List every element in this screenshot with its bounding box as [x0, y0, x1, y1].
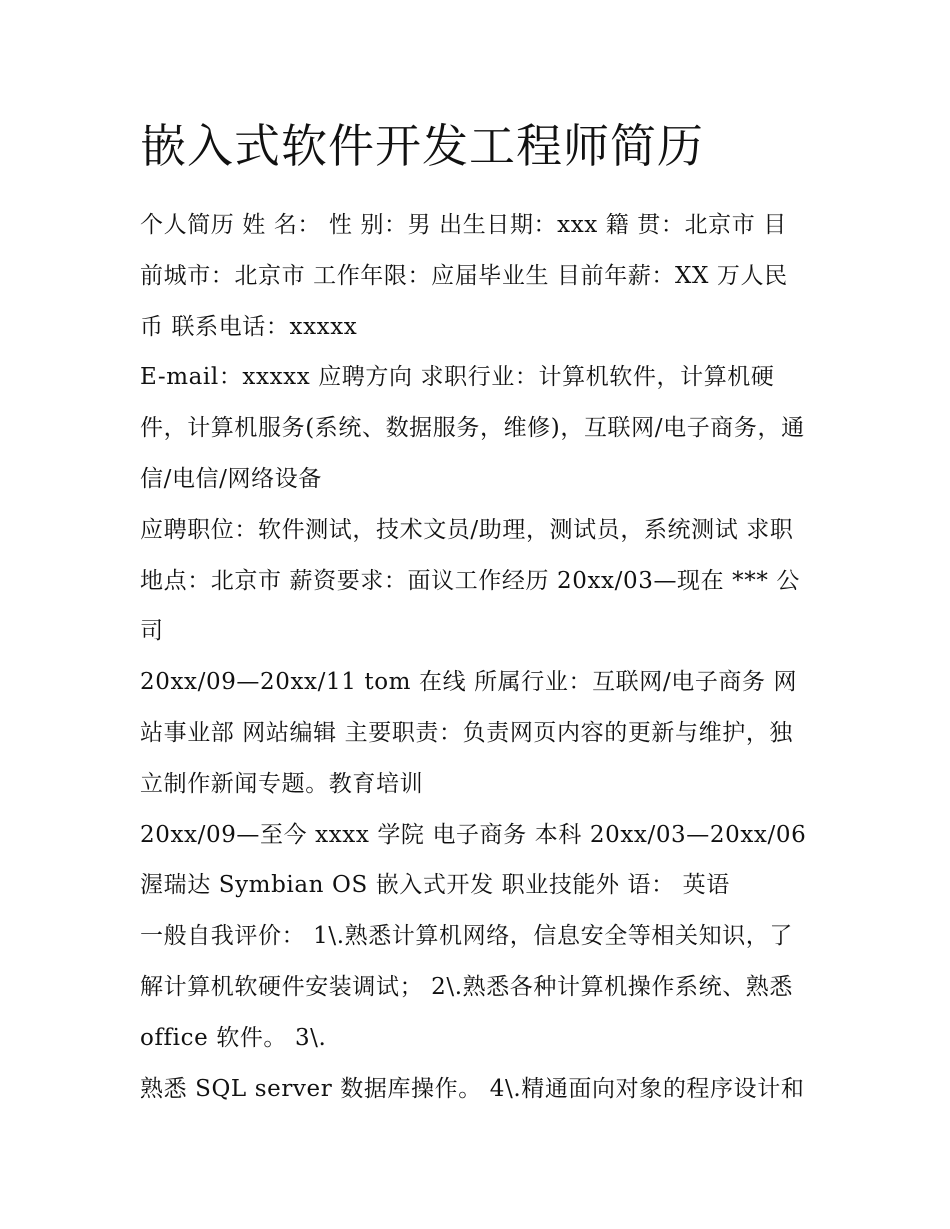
paragraph-position-location: 应聘职位：软件测试，技术文员/助理，测试员，系统测试 求职地点：北京市 薪资要求：面议工作经历 20xx/03—现在 *** 公司: [140, 516, 800, 645]
paragraph-education: 20xx/09—至今 xxxx 学院 电子商务 本科 20xx/03—20xx/06 渥瑞达 Symbian OS 嵌入式开发 职业技能外 语： 英语: [140, 821, 807, 899]
paragraph-job-intent: E-mail：xxxxx 应聘方向 求职行业：计算机软件，计算机硬件，计算机服务(系统、数据服务，维修)，互联网/电子商务，通信/电信/网络设备: [140, 364, 805, 492]
paragraph-personal-info: 个人简历 姓 名： 性 别：男 出生日期：xxx 籍 贯：北京市 目前城市：北京市 工作年限：应届毕业生 目前年薪：XX 万人民币 联系电话：xxxxx: [140, 212, 788, 340]
paragraph-self-evaluation: 一般自我评价： 1\.熟悉计算机网络，信息安全等相关知识，了解计算机软硬件安装调试； 2\.熟悉各种计算机操作系统、熟悉 office 软件。 3\.: [140, 923, 794, 1051]
document-title: 嵌入式软件开发工程师简历: [140, 119, 704, 173]
paragraph-work-experience: 20xx/09—20xx/11 tom 在线 所属行业：互联网/电子商务 网站事业部 网站编辑 主要职责：负责网页内容的更新与维护，独立制作新闻专题。教育培训: [140, 669, 798, 797]
document-body: [140, 108, 810, 1114]
paragraph-skills-continued: 熟悉 SQL server 数据库操作。 4\.精通面向对象的程序设计和: [140, 1075, 805, 1102]
